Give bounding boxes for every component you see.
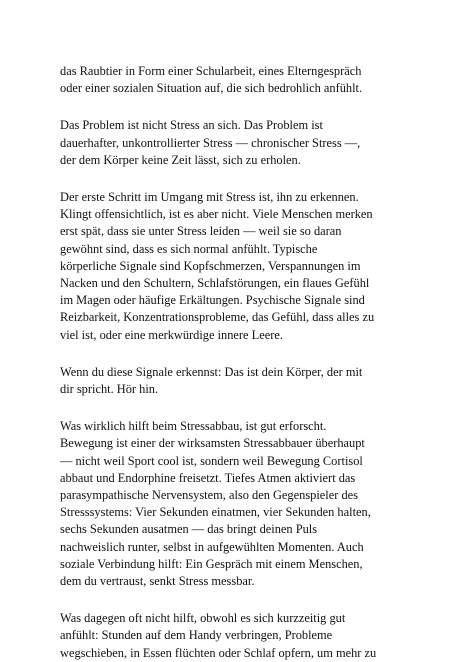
text-line: soziale Verbindung hilft: Ein Gespräch mit einem Menschen, bbox=[60, 556, 363, 571]
text-line: dir spricht. Hör hin. bbox=[60, 382, 159, 397]
text-line: Wenn du diese Signale erkennst: Das ist dein Körper, der mit bbox=[60, 364, 363, 379]
text-line: Klingt offensichtlich, ist es aber nicht. Viele Menschen merken bbox=[60, 207, 373, 222]
text-line: parasympathische Nervensystem, also den Gegenspieler des bbox=[60, 488, 358, 503]
text-line: im Magen oder häufige Erkältungen. Psychische Signale sind bbox=[60, 293, 365, 308]
text-line: dauerhafter, unkontrollierter Stress — chronischer Stress —, bbox=[60, 135, 361, 150]
text-line: oder einer sozialen Situation auf, die sich bedrohlich anfühlt. bbox=[60, 81, 363, 96]
text-line: Der erste Schritt im Umgang mit Stress ist, ihn zu erkennen. bbox=[60, 190, 359, 205]
text-line: körperliche Signale sind Kopfschmerzen, Verspannungen im bbox=[60, 258, 361, 273]
text-line: sechs Sekunden ausatmen — das bringt deinen Puls bbox=[60, 522, 318, 537]
paragraph-6 bbox=[60, 610, 425, 662]
text-line: wegschieben, in Essen flüchten oder Schlaf opfern, um mehr zu bbox=[60, 645, 377, 660]
paragraph-4 bbox=[60, 364, 425, 398]
text-line: Was wirklich hilft beim Stressabbau, ist gut erforscht. bbox=[60, 419, 327, 434]
text-line: das Raubtier in Form einer Schularbeit, eines Elterngespräch bbox=[60, 64, 362, 78]
paragraph-3 bbox=[60, 189, 425, 344]
text-line: Nacken und den Schultern, Schlafstörungen, ein flaues Gefühl bbox=[60, 276, 370, 291]
paragraph-5 bbox=[60, 418, 425, 590]
text-line: nachweislich runter, selbst in aufgewühlten Momenten. Auch bbox=[60, 539, 364, 554]
text-line: abbaut und Endorphine freisetzt. Tiefes Atmen aktiviert das bbox=[60, 470, 356, 485]
text-line: Reizbarkeit, Konzentrationsprobleme, das Gefühl, dass alles zu bbox=[60, 310, 375, 325]
text-line: — nicht weil Sport cool ist, sondern weil Bewegung Cortisol bbox=[60, 453, 363, 468]
text-line: anfühlt: Stunden auf dem Handy verbringen, Probleme bbox=[60, 628, 333, 643]
text-line: erst spät, dass sie unter Stress leiden — weil sie so daran bbox=[60, 224, 342, 239]
text-line: gewöhnt sind, dass es sich normal anfühlt. Typische bbox=[60, 241, 318, 256]
text-line: der dem Körper keine Zeit lässt, sich zu erholen. bbox=[60, 152, 301, 167]
paragraph-1 bbox=[60, 63, 425, 97]
text-line: Stresssystems: Vier Sekunden einatmen, vier Sekunden halten, bbox=[60, 505, 371, 520]
paragraph-2 bbox=[60, 117, 425, 169]
text-line: Was dagegen oft nicht hilft, obwohl es sich kurzzeitig gut bbox=[60, 611, 346, 626]
text-line: viel ist, oder eine merkwürdige innere Leere. bbox=[60, 327, 283, 342]
text-line: dem du vertraust, senkt Stress messbar. bbox=[60, 574, 255, 589]
text-line: Das Problem ist nicht Stress an sich. Das Problem ist bbox=[60, 118, 323, 133]
text-line: Bewegung ist einer der wirksamsten Stressabbauer überhaupt bbox=[60, 436, 365, 451]
